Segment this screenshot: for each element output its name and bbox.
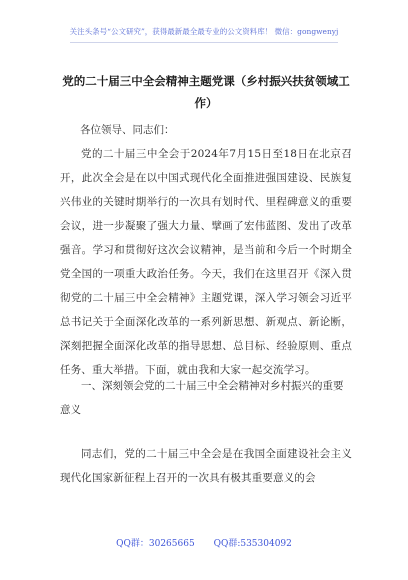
footer-contacts [0, 536, 408, 549]
header-divider [70, 42, 338, 43]
body-paragraph-2: 同志们，党的二十届三中全会是在我国全面建设社会主义现代化国家新征程上召开的一次具有极其重要意义的会 [60, 448, 352, 484]
footer-qq-group-2: QQ群:535304092 [213, 539, 292, 549]
document-title: 党的二十届三中全会精神主题党课（乡村振兴扶贫领域工作） [62, 74, 350, 110]
section-heading-1: 一、深刻领会党的二十届三中全会精神对乡村振兴的重要意义 [60, 380, 344, 416]
body-paragraph-1: 党的二十届三中全会于2024年7月15日至18日在北京召开，此次全会是在以中国式现代化全面推进强国建设、民族复兴伟业的关键时期举行的一次具有划时代、里程碑意义的重要会议，进一步凝聚了强大力量、擘画了宏伟蓝图、发出了改革强音。学习和贯彻好这次会议精神，是当前和今后一个时期全党全国的一项重大政治任务。今天，我们在这里召开《深入贯彻党的二十届三中全会精神》主题党课，深入学习领会习近平总书记关于全面深化改革的一系列新思想、新观点、新论断，深刻把握全面深化改革的指导思想、总目标、经验原则、重点任务、重大举措。下面，就由我和大家一起交流学习。 [60, 148, 352, 376]
greeting: 各位领导、同志们： [80, 124, 175, 136]
header-promo-note: 关注头条号“公文研究”，获得最新最全最专业的公文资料库！ 微信：gongwenyj [69, 27, 339, 36]
footer-qq-group-1: QQ群：30265665 [116, 539, 195, 549]
